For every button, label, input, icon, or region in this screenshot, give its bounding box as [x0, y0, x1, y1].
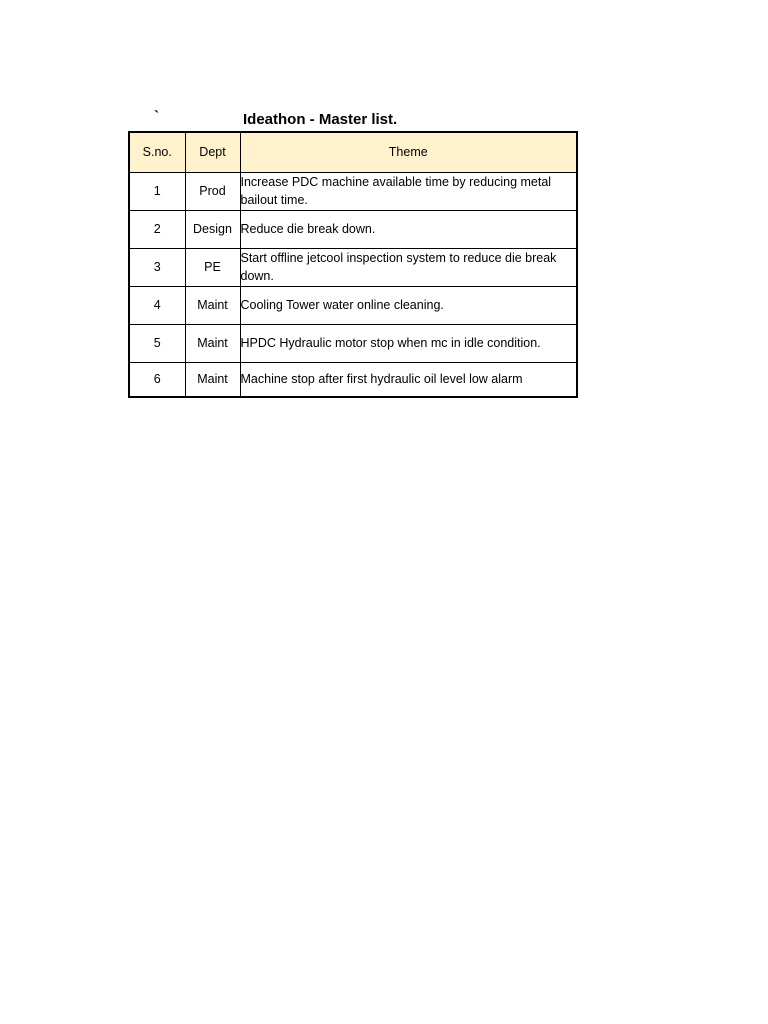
table-row: [129, 248, 577, 286]
stray-mark: `: [154, 108, 159, 125]
cell-dept: Maint: [185, 324, 240, 362]
table-row: [129, 210, 577, 248]
cell-dept: Prod: [185, 172, 240, 210]
cell-sno: 2: [129, 210, 185, 248]
cell-theme: Machine stop after first hydraulic oil level low alarm: [240, 362, 577, 397]
cell-dept: Maint: [185, 286, 240, 324]
cell-theme: Start offline jetcool inspection system to reduce die break down.: [240, 248, 577, 286]
cell-theme: Cooling Tower water online cleaning.: [240, 286, 577, 324]
table-row: [129, 172, 577, 210]
cell-theme: Increase PDC machine available time by reducing metal bailout time.: [240, 172, 577, 210]
header-sno: S.no.: [129, 132, 185, 172]
page-title: Ideathon - Master list.: [243, 111, 398, 128]
header-dept: Dept: [185, 132, 240, 172]
header-theme: Theme: [240, 132, 577, 172]
cell-sno: 6: [129, 362, 185, 397]
cell-dept: PE: [185, 248, 240, 286]
cell-theme: HPDC Hydraulic motor stop when mc in idle condition.: [240, 324, 577, 362]
cell-sno: 5: [129, 324, 185, 362]
table-row: [129, 362, 577, 397]
cell-sno: 1: [129, 172, 185, 210]
cell-dept: Maint: [185, 362, 240, 397]
master-list-table: [128, 131, 578, 398]
cell-theme: Reduce die break down.: [240, 210, 577, 248]
cell-sno: 4: [129, 286, 185, 324]
header-row: [129, 132, 577, 172]
cell-sno: 3: [129, 248, 185, 286]
table-row: [129, 324, 577, 362]
table-row: [129, 286, 577, 324]
cell-dept: Design: [185, 210, 240, 248]
